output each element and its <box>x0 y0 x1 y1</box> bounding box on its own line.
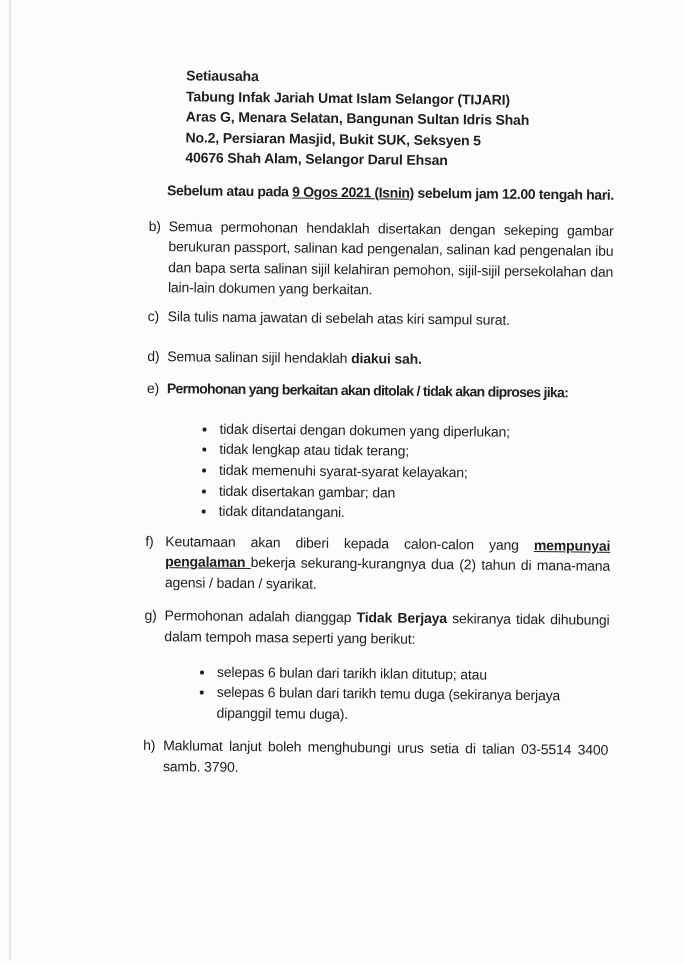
item-text <box>163 606 609 728</box>
list-item-h <box>143 735 608 781</box>
item-text: Semua permohonan hendaklah disertakan dengan sekeping gambar berukuran passport, salinan kad pengenalan, salinan kad pengenalan ibu dan bapa serta salinan sijil kelahiran pemohon, sijil-sijil persekolahan dan lain-lain dokumen yang berkaitan. <box>167 217 614 298</box>
item-label: g) <box>144 607 157 624</box>
deadline-text: Sebelum atau pada <box>166 182 293 200</box>
recipient-address-block <box>185 65 615 172</box>
bullet-item: • tidak disertakan gambar; dan <box>217 480 611 505</box>
item-text-run: sekiranya tidak dihubungi dalam tempoh masa seperti yang berikut: <box>164 610 610 647</box>
address-line: Setiausaha <box>186 67 259 85</box>
bullet-item: • tidak ditandatangani. <box>217 501 611 526</box>
item-text <box>167 346 612 371</box>
deadline-text: sebelum jam 12.00 tengah hari. <box>413 184 615 203</box>
item-bold-run: Tidak Berjaya <box>356 609 448 627</box>
bullet-item: • tidak disertai dengan dokumen yang diperlukan; <box>217 418 611 443</box>
item-label: c) <box>147 307 160 325</box>
address-line: 40676 Shah Alam, Selangor Darul Ehsan <box>185 149 448 169</box>
item-text <box>166 378 612 525</box>
list-item-f <box>145 531 611 598</box>
item-text: Sila tulis nama jawatan di sebelah atas kiri sampul surat. <box>167 308 511 328</box>
rejection-reasons-list <box>166 418 612 526</box>
item-text-run: Permohonan adalah dianggap <box>164 607 357 626</box>
unsuccessful-conditions-list <box>163 661 609 727</box>
list-item-c <box>148 306 613 331</box>
item-text <box>165 531 611 597</box>
address-line: Tabung Infak Jariah Umat Islam Selangor (TIJARI) <box>185 87 511 108</box>
item-text: Maklumat lanjut boleh menghubungi urus setia di talian 03-5514 3400 samb. 3790. <box>162 737 609 775</box>
list-item-e <box>146 378 612 525</box>
item-bold-heading: Permohonan yang berkaitan akan ditolak / tidak akan diproses jika: <box>166 380 569 401</box>
item-label: b) <box>148 217 161 234</box>
bullet-item: • selepas 6 bulan dari tarikh iklan ditutup; atau <box>215 661 609 686</box>
address-line: Aras G, Menara Selatan, Bangunan Sultan Idris Shah <box>185 108 530 129</box>
list-item-g <box>143 605 609 727</box>
item-text-run: Semua salinan sijil hendaklah <box>167 347 352 366</box>
address-line: No.2, Persiaran Masjid, Bukit SUK, Seksyen 5 <box>185 129 481 149</box>
item-text-run: Keutamaan akan diberi kepada calon-calon yang <box>165 532 534 553</box>
list-item-d <box>147 345 612 370</box>
bullet-item: • tidak memenuhi syarat-syarat kelayakan; <box>217 460 611 485</box>
item-emphasis-run: mempunyai pengalaman <box>165 536 611 571</box>
item-bold-run: diakui sah. <box>351 349 422 367</box>
bullet-item: • tidak lengkap atau tidak terang; <box>217 439 611 464</box>
deadline-date: 9 Ogos 2021 (Isnin) <box>292 183 415 201</box>
item-label: e) <box>146 380 160 397</box>
bullet-item: • selepas 6 bulan dari tarikh temu duga (sekiranya berjaya dipanggil temu duga). <box>214 682 608 727</box>
item-label: d) <box>147 347 160 364</box>
list-item-b <box>148 216 614 303</box>
item-label: f) <box>145 532 154 549</box>
item-text-run: bekerja sekurang-kurangnya dua (2) tahun di mana-mana agensi / badan / syarikat. <box>164 554 611 592</box>
deadline-paragraph <box>167 180 614 205</box>
item-label: h) <box>143 737 156 754</box>
